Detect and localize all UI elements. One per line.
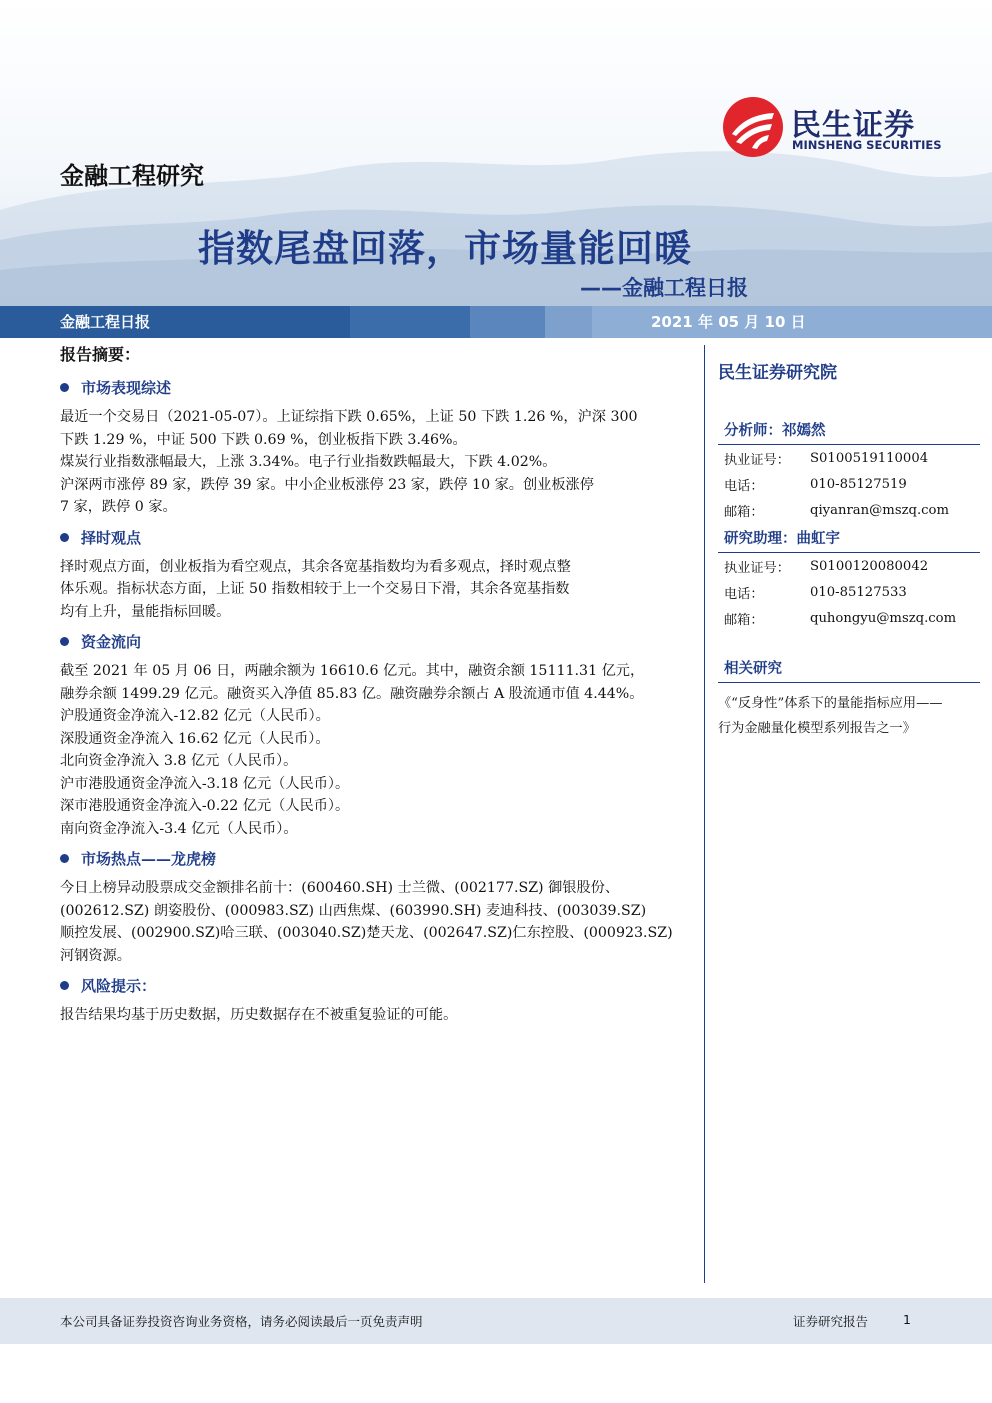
report-title: 指数尾盘回落，市场量能回暖 [198,227,692,270]
abstract-label: 报告摘要： [60,345,141,364]
bullet-icon [60,854,69,863]
paragraph-line: 均有上升，量能指标回暖。 [60,603,231,620]
bullet-icon [60,637,69,646]
bullet-icon [60,533,69,542]
paragraph-line: 北向资金净流入 3.8 亿元（人民币）。 [60,753,298,769]
section-title: 资金流向 [81,633,142,651]
footer-disclaimer: 本公司具备证券投资咨询业务资格，请务必阅读最后一页免责声明 [60,1314,423,1329]
paragraph-line: 截至 2021 年 05 月 06 日，两融余额为 16610.6 亿元。其中，融资余额 15111.31 亿元， [60,663,645,679]
minsheng-logo-icon [722,96,784,158]
paragraph-line: 择时观点方面，创业板指为看空观点，其余各宽基指数均为看多观点，择时观点整 [60,558,571,575]
contact-row [718,605,980,631]
section-paragraph [60,660,692,840]
paragraph-line: 沪股通资金净流入-12.82 亿元（人民币）。 [60,708,330,724]
analyst-contact [718,445,980,523]
contact-row [718,471,980,497]
paragraph-line: 7 家，跌停 0 家。 [60,499,177,515]
related-research-line: 行为金融量化模型系列报告之一》 [718,721,916,736]
research-institute: 民生证券研究院 [718,363,837,383]
paragraph-line: 今日上榜异动股票成交金额排名前十：(600460.SH) 士兰微、(002177.SZ) 御银股份、 [60,880,620,896]
contact-value: S0100519110004 [810,450,929,466]
contact-row [718,579,980,605]
abstract-column [60,342,692,1035]
report-subtitle: ——金融工程日报 [580,276,748,300]
related-research-head: 相关研究 [718,653,980,683]
contact-value: 010-85127533 [810,584,907,600]
contact-value[interactable]: quhongyu@mszq.com [810,610,957,626]
paragraph-line: 深市港股通资金净流入-0.22 亿元（人民币）。 [60,798,350,814]
footer-doc-type: 证券研究报告 [793,1314,869,1329]
paragraph-line: 煤炭行业指数涨幅最大，上涨 3.34%。电子行业指数跌幅最大，下跌 4.02%。 [60,454,557,470]
report-date: 2021 年 05 月 10 日 [651,313,806,331]
contact-row [718,445,980,471]
band-segment-dark [0,306,350,338]
contact-key: 执业证号： [724,560,790,576]
section-title: 择时观点 [81,528,142,547]
paragraph-line: 报告结果均基于历史数据，历史数据存在不被重复验证的可能。 [60,1007,458,1023]
paragraph-line: 深股通资金净流入 16.62 亿元（人民币）。 [60,730,330,747]
band-segment-lighter [545,306,592,338]
section-paragraph [60,556,692,624]
page-footer [0,1298,992,1344]
contact-key: 电话： [724,586,764,602]
analyst-head: 分析师：祁嫣然 [718,415,980,445]
contact-key: 邮箱： [724,504,764,520]
contact-row [718,553,980,579]
section-heading [60,377,692,398]
paragraph-line: 下跌 1.29 %，中证 500 下跌 0.69 %，创业板指下跌 3.46%。 [60,431,467,448]
section-title: 市场热点——龙虎榜 [81,850,217,868]
contact-key: 邮箱： [724,612,764,628]
related-research-line: 《“反身性”体系下的量能指标应用—— [718,696,943,711]
contact-value: S0100120080042 [810,558,929,574]
report-category: 金融工程研究 [60,162,204,190]
band-segment-mid [350,306,470,338]
bullet-icon [60,383,69,392]
section-title: 市场表现综述 [81,379,172,397]
paragraph-line: 南向资金净流入-3.4 亿元（人民币）。 [60,820,298,837]
band-segment-light [470,306,545,338]
assistant-contact [718,553,980,631]
contact-row [718,497,980,523]
sidebar [718,345,980,741]
section-heading [60,848,692,869]
paragraph-line: 沪市港股通资金净流入-3.18 亿元（人民币）。 [60,775,350,792]
contact-value: 010-85127519 [810,476,907,492]
brand-name-en: MINSHENG SECURITIES [792,138,942,152]
page-number: 1 [903,1312,911,1327]
paragraph-line: (002612.SZ) 朗姿股份、(000983.SZ) 山西焦煤、(603990.SH) 麦迪科技、(003039.SZ) [60,902,647,919]
assistant-head: 研究助理：曲虹宇 [718,523,980,553]
paragraph-line: 融券余额 1499.29 亿元。融资买入净值 85.83 亿。融资融券余额占 A 股流通市值 4.44%。 [60,685,644,702]
brand-logo [722,96,952,160]
section-heading [60,527,692,548]
contact-key: 电话： [724,478,764,494]
section-paragraph [60,877,692,967]
section-paragraph [60,1004,692,1027]
section-heading [60,631,692,652]
band-report-type: 金融工程日报 [60,313,151,331]
paragraph-line: 河钢资源。 [60,947,131,964]
section-heading [60,975,692,996]
section-title: 风险提示： [81,977,157,995]
contact-key: 执业证号： [724,452,790,468]
bullet-icon [60,981,69,990]
column-divider [704,345,705,1283]
contact-value[interactable]: qiyanran@mszq.com [810,502,949,518]
brand-name-cn: 民生证券 [791,108,915,143]
section-paragraph [60,406,692,519]
paragraph-line: 体乐观。指标状态方面，上证 50 指数相较于上一个交易日下滑，其余各宽基指数 [60,581,570,597]
paragraph-line: 顺控发展、(002900.SZ)哈三联、(003040.SZ)楚天龙、(002647.SZ)仁东控股、(000923.SZ) [60,925,673,941]
paragraph-line: 沪深两市涨停 89 家，跌停 39 家。中小企业板涨停 23 家，跌停 10 家。创业板涨停 [60,476,594,493]
related-research-list[interactable] [718,691,980,741]
abstract-sections [60,377,692,1027]
paragraph-line: 最近一个交易日（2021-05-07）。上证综指下跌 0.65%，上证 50 下跌 1.26 %，沪深 300 [60,409,638,425]
